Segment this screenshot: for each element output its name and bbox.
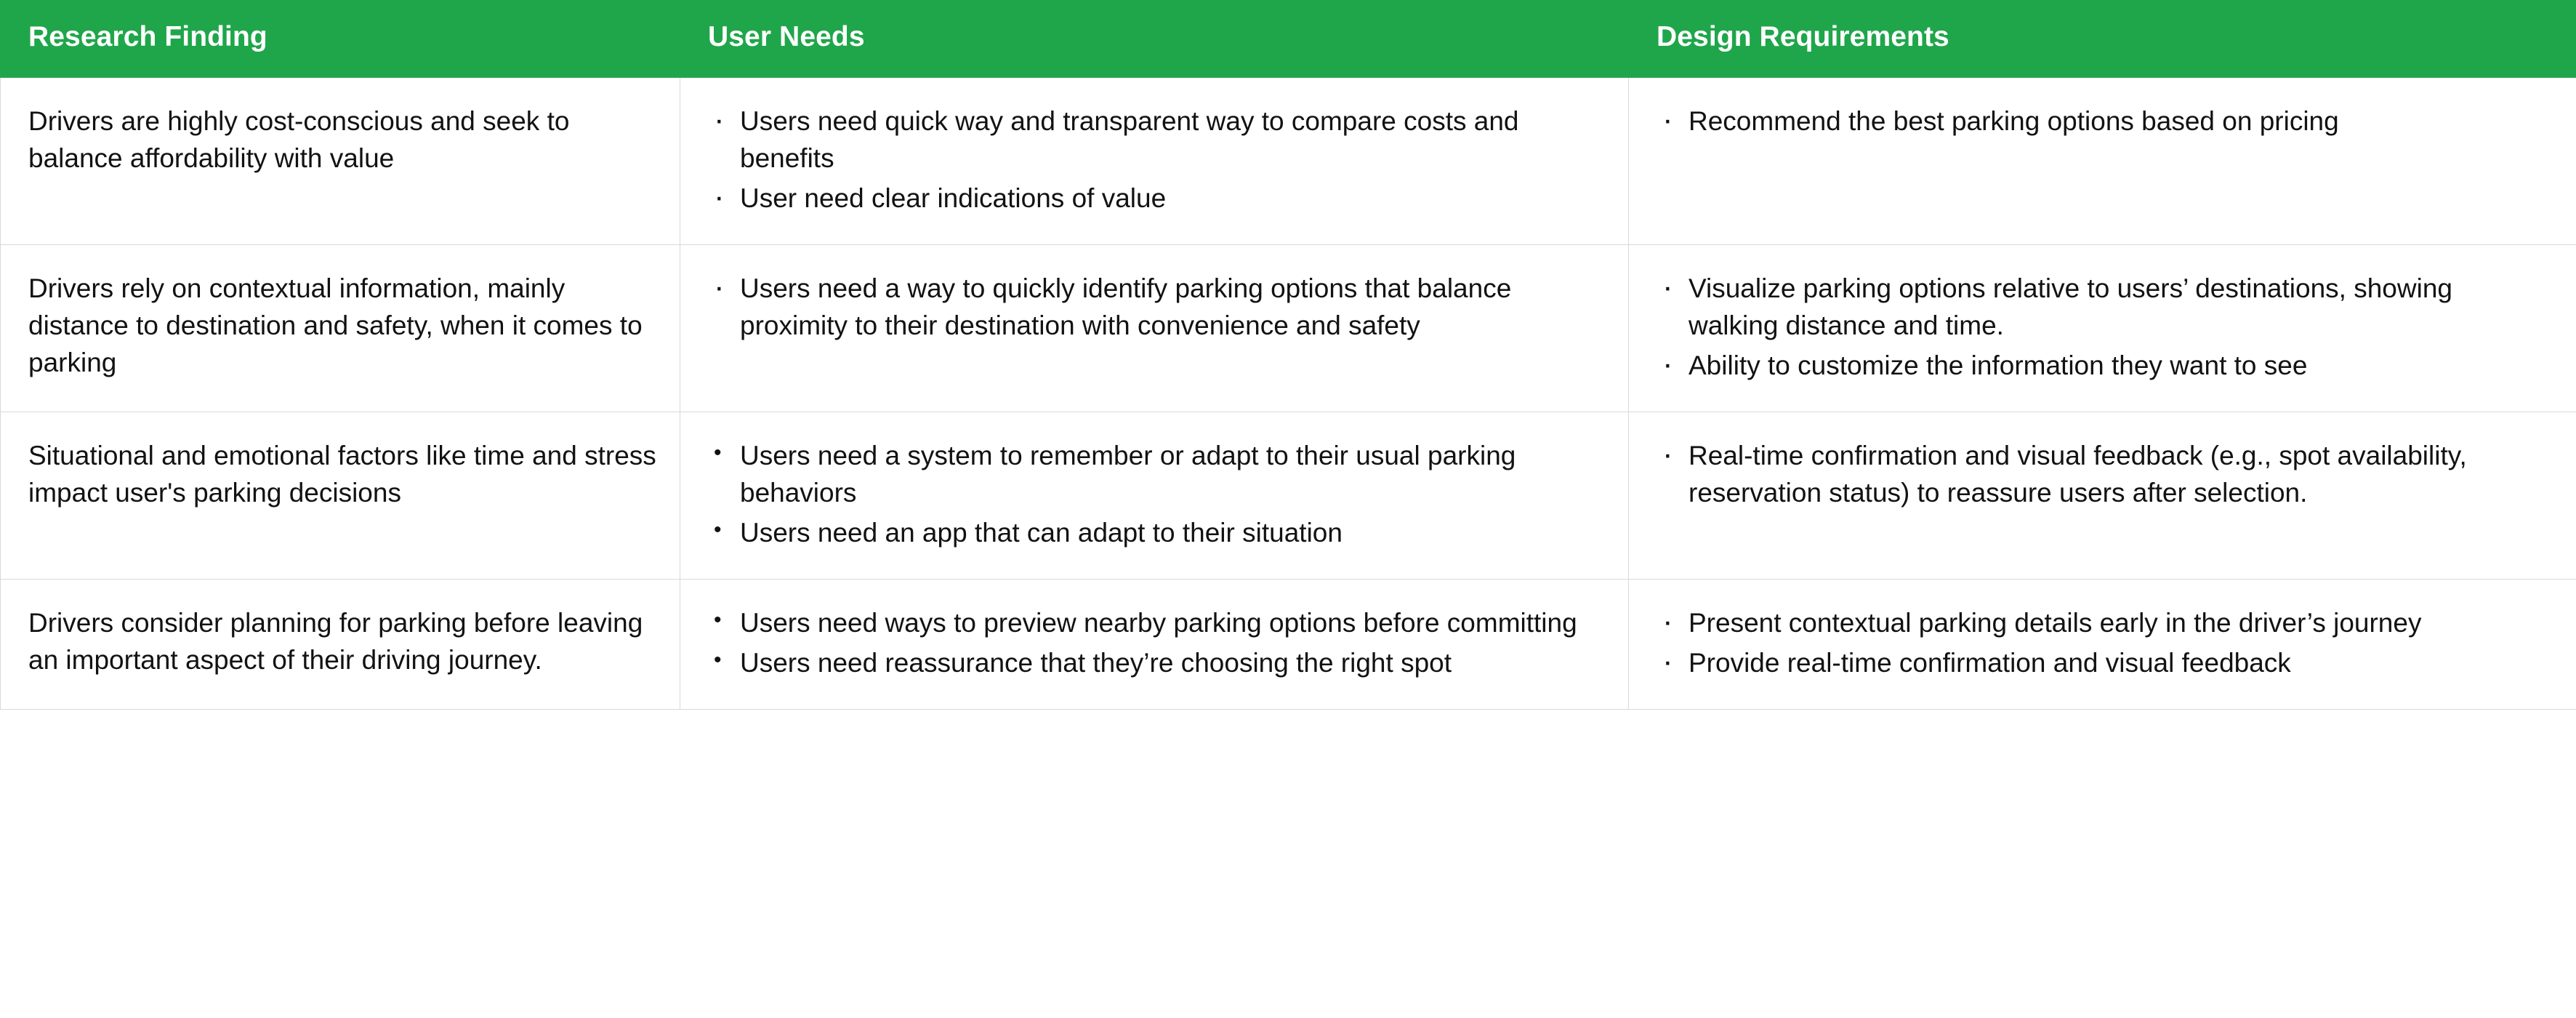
- design-requirements-list: [1657, 604, 2548, 681]
- table-row: [1, 412, 2576, 580]
- column-header-user-needs: User Needs: [680, 1, 1629, 78]
- list-item: · Provide real-time confirmation and visual feedback: [1657, 644, 2548, 681]
- research-finding-text: Drivers rely on contextual information, mainly distance to destination and safety, when it comes to parking: [28, 273, 643, 377]
- cell-research-finding: [1, 412, 680, 580]
- list-item: · Users need quick way and transparent way to compare costs and benefits: [708, 103, 1601, 177]
- list-item: · Present contextual parking details early in the driver’s journey: [1657, 604, 2548, 641]
- cell-design-requirements: [1629, 412, 2576, 580]
- list-item: • Users need ways to preview nearby parking options before committing: [708, 604, 1601, 641]
- list-item: • Users need reassurance that they’re choosing the right spot: [708, 644, 1601, 681]
- table-row: [1, 77, 2576, 244]
- list-item: • Users need an app that can adapt to their situation: [708, 514, 1601, 551]
- cell-user-needs: [680, 412, 1629, 580]
- design-requirements-list: [1657, 270, 2548, 384]
- user-needs-list: [708, 103, 1601, 217]
- cell-user-needs: [680, 77, 1629, 244]
- cell-research-finding: [1, 580, 680, 710]
- user-needs-list: [708, 270, 1601, 344]
- list-item: · Visualize parking options relative to users’ destinations, showing walking distance and time.: [1657, 270, 2548, 344]
- list-item: • Users need a system to remember or adapt to their usual parking behaviors: [708, 437, 1601, 511]
- design-requirements-list: [1657, 103, 2548, 140]
- table-header-row: [1, 1, 2576, 78]
- cell-user-needs: [680, 580, 1629, 710]
- column-header-design-requirements: Design Requirements: [1629, 1, 2576, 78]
- column-header-research-finding: Research Finding: [1, 1, 680, 78]
- list-item: · Ability to customize the information they want to see: [1657, 347, 2548, 384]
- cell-design-requirements: [1629, 77, 2576, 244]
- user-needs-list: [708, 437, 1601, 551]
- table-row: [1, 244, 2576, 412]
- cell-design-requirements: [1629, 580, 2576, 710]
- table-header: [1, 1, 2576, 78]
- table-row: [1, 580, 2576, 710]
- cell-research-finding: [1, 244, 680, 412]
- list-item: · Real-time confirmation and visual feedback (e.g., spot availability, reservation status) to reassure users after selection.: [1657, 437, 2548, 511]
- list-item: · User need clear indications of value: [708, 180, 1601, 217]
- user-needs-list: [708, 604, 1601, 681]
- list-item: · Recommend the best parking options based on pricing: [1657, 103, 2548, 140]
- design-requirements-list: [1657, 437, 2548, 511]
- research-finding-text: Situational and emotional factors like time and stress impact user's parking decisions: [28, 441, 656, 508]
- cell-design-requirements: [1629, 244, 2576, 412]
- research-finding-text: Drivers consider planning for parking before leaving an important aspect of their driving journey.: [28, 608, 643, 676]
- research-finding-text: Drivers are highly cost-conscious and seek to balance affordability with value: [28, 105, 570, 173]
- table-body: [1, 77, 2576, 710]
- cell-user-needs: [680, 244, 1629, 412]
- list-item: · Users need a way to quickly identify parking options that balance proximity to their destination with convenience and safety: [708, 270, 1601, 344]
- cell-research-finding: [1, 77, 680, 244]
